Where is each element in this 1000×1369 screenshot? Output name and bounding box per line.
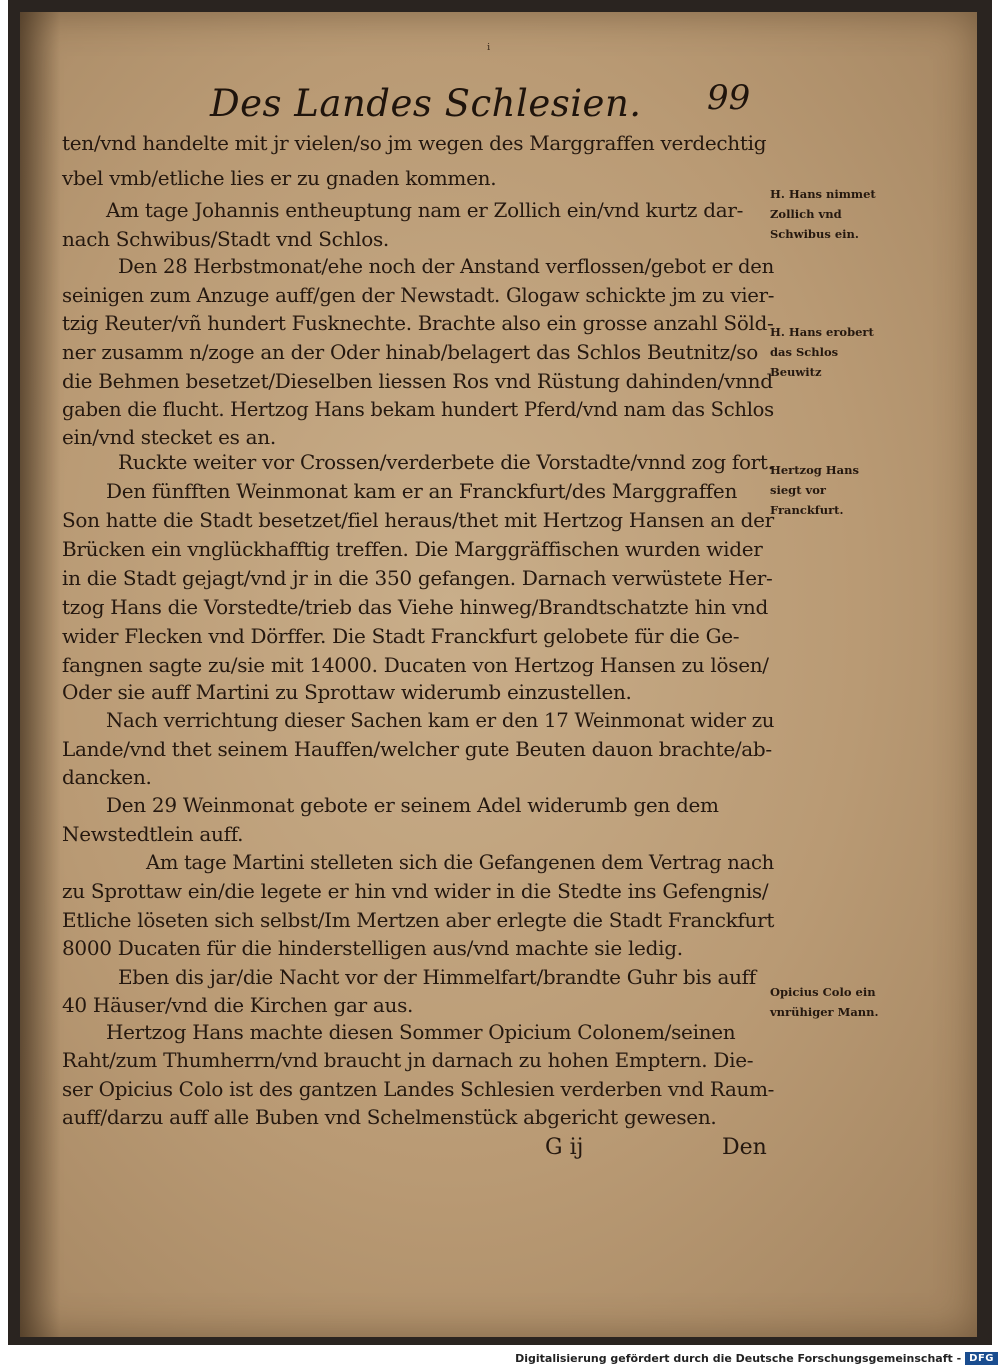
- footer-credit-text: Digitalisierung gefördert durch die Deutsche Forschungsgemeinschaft -: [515, 1352, 962, 1365]
- text-line: Oder sie auff Martini zu Sprottaw widerumb einzustellen.: [62, 680, 632, 704]
- text-line: nach Schwibus/Stadt vnd Schlos.: [62, 227, 389, 251]
- margin-note: Hertzog Hans siegt vor Franckfurt.: [770, 463, 859, 517]
- text-line: Den 28 Herbstmonat/ehe noch der Anstand verflossen/gebot er den: [118, 254, 774, 278]
- text-line: vbel vmb/etliche lies er zu gnaden kommen.: [62, 166, 497, 190]
- text-line: Am tage Johannis entheuptung nam er Zollich ein/vnd kurtz dar-: [106, 198, 744, 222]
- text-line: Eben dis jar/die Nacht vor der Himmelfart/brandte Guhr bis auff: [118, 965, 756, 989]
- dfg-logo: DFG: [965, 1352, 998, 1365]
- text-line: Etliche löseten sich selbst/Im Mertzen aber erlegte die Stadt Franckfurt: [62, 908, 775, 932]
- text-line: Newstedtlein auff.: [62, 822, 244, 846]
- text-line: dancken.: [62, 765, 152, 789]
- text-line: 40 Häuser/vnd die Kirchen gar aus.: [62, 993, 414, 1017]
- text-line: Am tage Martini stelleten sich die Gefangenen dem Vertrag nach: [146, 850, 774, 874]
- margin-note: H. Hans nimmet Zollich vnd Schwibus ein.: [770, 187, 876, 241]
- text-line: Den 29 Weinmonat gebote er seinem Adel widerumb gen dem: [106, 793, 719, 817]
- text-line: Son hatte die Stadt besetzet/fiel heraus/thet mit Hertzog Hansen an der: [62, 508, 774, 532]
- text-line: Den fünfften Weinmonat kam er an Franckfurt/des Marggraffen: [106, 479, 738, 503]
- text-line: auff/darzu auff alle Buben vnd Schelmenstück abgericht gewesen.: [62, 1105, 717, 1129]
- text-line: zu Sprottaw ein/die legete er hin vnd wider in die Stedte ins Gefengnis/: [62, 879, 769, 903]
- running-head: Des Landes Schlesien.: [210, 82, 642, 125]
- text-line: Hertzog Hans machte diesen Sommer Opicium Colonem/seinen: [106, 1020, 736, 1044]
- text-line: Raht/zum Thumherrn/vnd braucht jn darnach zu hohen Emptern. Die-: [62, 1048, 754, 1072]
- text-line: gaben die flucht. Hertzog Hans bekam hundert Pferd/vnd nam das Schlos: [62, 397, 774, 421]
- top-mark: ⁱ: [487, 40, 491, 59]
- text-line: ten/vnd handelte mit jr vielen/so jm wegen des Marggraffen verdechtig: [62, 131, 767, 155]
- text-line: Lande/vnd thet seinem Hauffen/welcher gute Beuten dauon brachte/ab-: [62, 737, 772, 761]
- page-number: 99: [707, 78, 751, 118]
- text-line: ein/vnd stecket es an.: [62, 425, 276, 449]
- text-line: tzog Hans die Vorstedte/trieb das Viehe hinweg/Brandtschatzte hin vnd: [62, 595, 768, 619]
- text-line: Ruckte weiter vor Crossen/verderbete die Vorstadte/vnnd zog fort.: [118, 450, 774, 474]
- text-line: wider Flecken vnd Dörffer. Die Stadt Franckfurt gelobete für die Ge-: [62, 624, 740, 648]
- text-line: in die Stadt gejagt/vnd jr in die 350 gefangen. Darnach verwüstete Her-: [62, 566, 773, 590]
- text-line: ner zusamm n/zoge an der Oder hinab/belagert das Schlos Beutnitz/so: [62, 340, 759, 364]
- text-line: seinigen zum Anzuge auff/gen der Newstadt. Glogaw schickte jm zu vier-: [62, 283, 775, 307]
- text-line: Nach verrichtung dieser Sachen kam er den 17 Weinmonat wider zu: [106, 708, 775, 732]
- text-line: ser Opicius Colo ist des gantzen Landes Schlesien verderben vnd Raum-: [62, 1077, 775, 1101]
- margin-note: Opicius Colo ein vnrühiger Mann.: [770, 985, 879, 1019]
- footer-credit: [515, 1352, 998, 1365]
- text-line: die Behmen besetzet/Dieselben liessen Ros vnd Rüstung dahinden/vnnd: [62, 369, 773, 393]
- margin-note: H. Hans erobert das Schlos Beuwitz: [770, 325, 874, 379]
- text-line: Brücken ein vnglückhafftig treffen. Die Marggräffischen wurden wider: [62, 537, 763, 561]
- binding-shadow: [20, 12, 60, 1337]
- signature-mark: G ij: [545, 1135, 584, 1160]
- text-line: tzig Reuter/vñ hundert Fusknechte. Brachte also ein grosse anzahl Söld-: [62, 311, 774, 335]
- text-line: 8000 Ducaten für die hinderstelligen aus/vnd machte sie ledig.: [62, 936, 683, 960]
- catchword: Den: [722, 1135, 767, 1160]
- text-line: fangnen sagte zu/sie mit 14000. Ducaten von Hertzog Hansen zu lösen/: [62, 653, 769, 677]
